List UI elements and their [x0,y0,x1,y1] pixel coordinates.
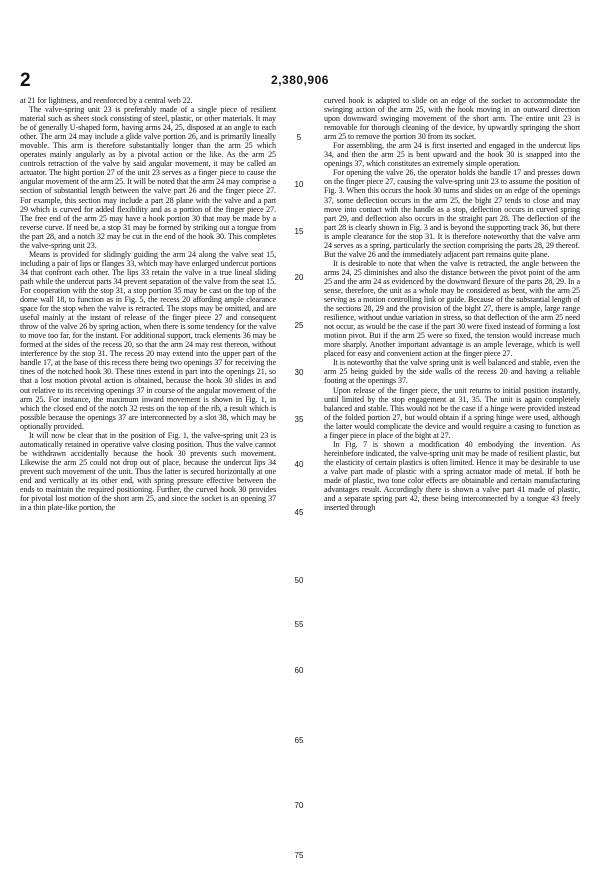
patent-number: 2,380,906 [271,73,329,87]
right-paragraph: It is noteworthy that the valve spring unit is well balanced and stable, even the arm 25 being guided by the side walls of the recess 20 and having a reliable footing at the openings 37. [324,358,580,386]
line-number: 75 [294,851,304,860]
line-number: 15 [294,227,304,236]
line-number: 60 [294,666,304,675]
left-paragraph: It will now be clear that in the position of Fig. 1, the valve-spring unit 23 is automatically retained in operative valve closing position. Thus the valve cannot be withdrawn accidentally because the hook 30 prevents such movement. Likewise the arm 25 could not drop out of place, because the undercut lips 34 prevent such movement of the unit. Thus the latter is secured horizontally at one end and vertically at its other end, with spring pressure effective between the ends to maintain the required positioning. Further, the curved hook 30 provides for pivotal lost motion of the short arm 25, and since the socket is an opening 37 in a thin plate-like portion, the [20,430,276,513]
line-number: 65 [294,736,304,745]
line-number: 5 [296,133,302,142]
left-column [20,96,276,512]
right-paragraph: For opening the valve 26, the operator holds the handle 17 and presses down on the finger piece 27, causing the valve-spring unit 23 to assume the position of Fig. 3. When this occurs the hook 30 turns and slides on an edge of the openings 37, some deflection occurs in the arm 25, the bight 27 tends to close and may move into contact with the handle as a stop, deflection occurs in curved spring part 29, and deflection also occurs in the straight part 28. The deflection of the part 28 is clearly shown in Fig. 3 and is beyond the supporting track 36, but there is ample clearance for the stop 31. It is therefore noteworthy that the valve arm 24 serves as a spring, particularly the section comprising the parts 28, 29 thereof. But the valve 26 and the immediately adjacent part remains quite plane. [324,168,580,259]
line-number: 45 [294,508,304,517]
line-number: 40 [294,460,304,469]
right-column [324,96,580,512]
line-number: 50 [294,576,304,585]
line-number: 70 [294,801,304,810]
left-paragraph: Means is provided for slidingly guiding the arm 24 along the valve seat 15, including a pair of lips or flanges 33, which may have enlarged undercut portions 34 that confront each other. The lips 33 retain the valve in a true lineal sliding path while the undercut parts 34 prevent separation of the valve from the seat 15. For cooperation with the stop 31, a stop portion 35 may be cast on the top of the dome wall 18, to function as in Fig. 5, the recess 20 affording ample clearance space for the stop when the valve is retracted. The stops may be omitted, and are useful mainly at the instant of release of the finger piece 27 and consequent throw of the valve 26 by spring action, when there is some tendency for the valve to move too far, for the instant. For additional support, track elements 36 may be formed at the sides of the recess 20, so that the arm 24 may rest thereon, without interference by the stop 31. The recess 20 may extend into the upper part of the handle 17, at the base of this recess there being two openings 37 for receiving the tines of the notched hook 30. These tines extend in part into the openings 21, so that a lost motion pivotal action is obtained, because the hook 30 slides in and out relative to its receiving openings 37 in course of the angular movement of the arm 25. For instance, the maximum inward movement is shown in Fig. 1, in which the closed end of the notch 32 rests on the top of the rib, a result which is possible because the openings 37 are interconnected by a slot 38, which may be optionally provided. [20,249,276,431]
right-paragraph: curved hook is adapted to slide on an edge of the socket to accommodate the swinging action of the arm 25, with the hook moving in an outward direction upon downward swinging movement of the short arm. The entire unit 23 is removable for thorough cleaning of the device, by upwardly springing the short arm 25 to remove the portion 30 from its socket. [324,96,580,142]
line-number: 25 [294,321,304,330]
right-paragraph: Upon release of the finger piece, the unit returns to initial position instantly, until limited by the stop engagement at 31, 35. The unit is again completely balanced and stable. This would not be the case if a hinge were provided instead of the folded portion 27, but would obtain if a spring hinge were used, although the latter would complicate the device and would require a casing to function as a finger piece in place of the bight at 27. [324,385,580,440]
line-number: 55 [294,620,304,629]
right-paragraph: It is desirable to note that when the valve is retracted, the angle between the arms 24, 25 diminishes and also the distance between the pivot point of the arm 25 and the arm 24 as evidenced by the downward flexure of the parts 28, 29. In a sense, therefore, the unit as a whole may be considered as bent, with the arm 25 serving as a motion controlling link or guide. Because of the substantial length of the sections 28, 29 and the provision of the bight 27, there is ample, large range resilience, without undue variation in stress, so that deflection of the arm 25 need not occur, as would be the case if the part 30 were fixed instead of forming a lost motion pivot. But if the arm 25 were so fixed, the tension would increase much more sharply. Another important advantage is an ample leverage, which is well placed for easy and convenient action at the finger piece 27. [324,258,580,359]
line-number: 30 [294,368,304,377]
line-number: 10 [294,180,304,189]
right-paragraph: In Fig. 7 is shown a modification 40 embodying the invention. As hereinbefore indicated, the valve-spring unit may be made of resilient plastic, but the elasticity of certain plastics is often limited. Hence it may be desirable to use a valve part made of plastic with a spring actuator made of metal. If both be made of plastic, two tone color effects are obtainable and certain manufacturing advantages result. Accordingly there is shown a valve part 41 made of plastic, and a separate spring part 42, these being interconnected by a tongue 43 freely inserted through [324,439,580,513]
left-paragraph: The valve-spring unit 23 is preferably made of a single piece of resilient material such as sheet stock consisting of steel, plastic, or other materials. It may be of generally U-shaped form, having arms 24, 25, disposed at an angle to each other. The arm 24 may include a glide valve portion 26, and is primarily lineally movable. This arm is therefore substantially longer than the arm 25 which operates mainly angularly as by a pivotal action or the like. As the arm 25 controls retraction of the valve by said angular movement, it may be called an actuator. The bight portion 27 of the unit 23 serves as a finger piece to cause the angular movement of the arm 25. It will be noted that the arm 24 may comprise a section of substantial length between the valve part 26 and the finger piece 27. For example, this section may include a part 28 plane with the valve and a part 29 which is curved for added flexibility and as a portion of the finger piece 27. The free end of the arm 25 may have a hook portion 30 that may be made by a reverse curve. If need be, a stop 31 may be formed by striking out a tongue from the part 28, and a notch 32 may be cut in the end of the hook 30. This completes the valve-spring unit 23. [20,105,276,250]
line-number: 35 [294,415,304,424]
page-number: 2 [20,70,31,91]
line-number: 20 [294,273,304,282]
right-paragraph: For assembling, the arm 24 is first inserted and engaged in the undercut lips 34, and then the arm 25 is bent upward and the hook 30 is snapped into the openings 37, which constitutes an extremely simple operation. [324,141,580,169]
left-paragraph: at 21 for lightness, and reenforced by a central web 22. [20,96,193,105]
